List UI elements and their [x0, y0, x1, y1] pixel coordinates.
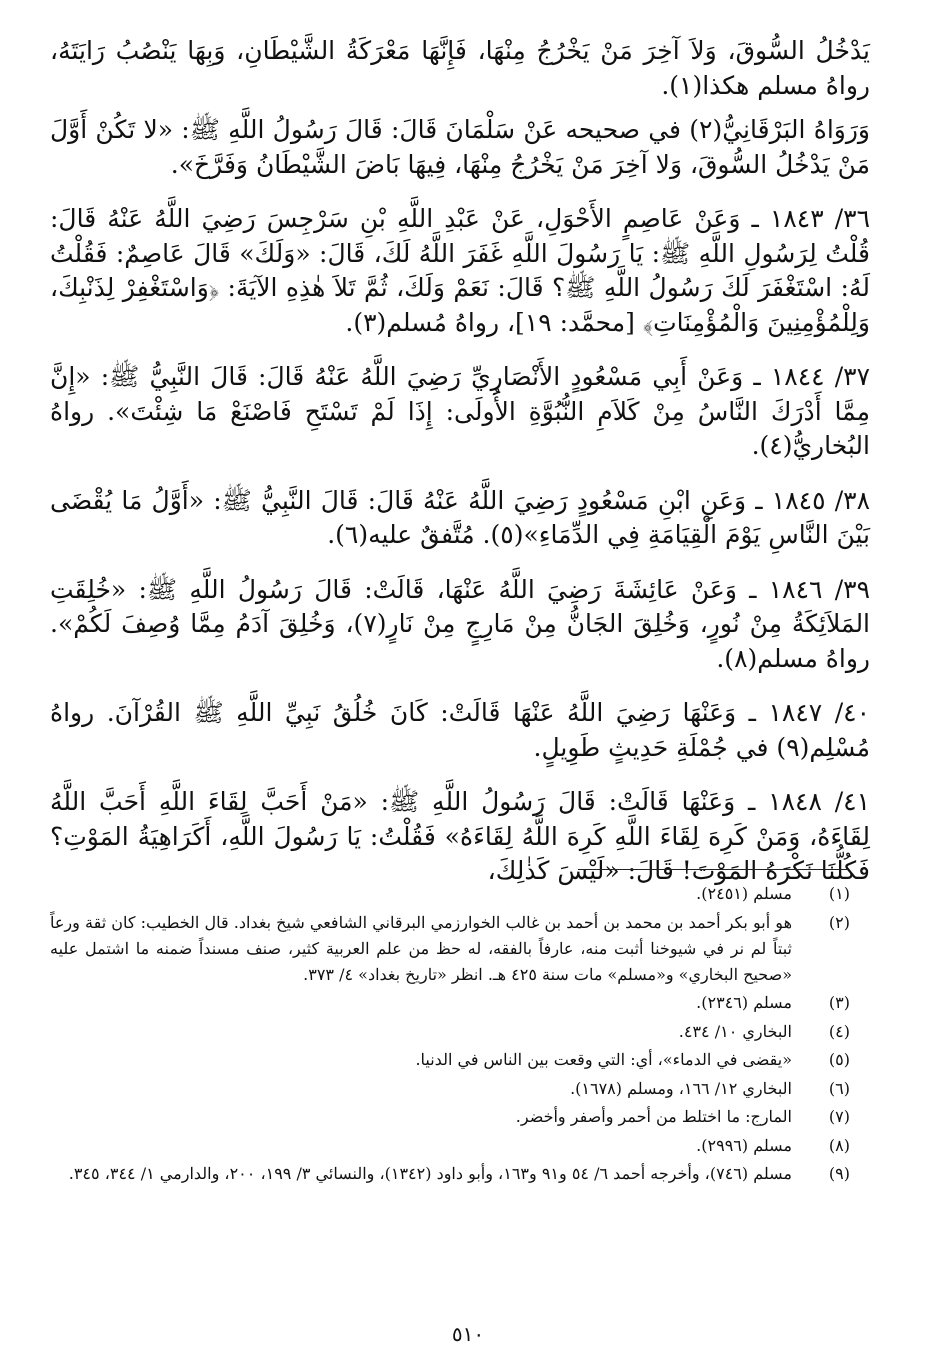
footnote-text: مسلم (٢٩٩٦). [696, 1135, 792, 1155]
footnote-text: المارج: ما اختلط من أحمر وأصفر وأخضر. [515, 1107, 792, 1126]
footnote-item [50, 910, 850, 988]
page-number: ٥١٠ [451, 1322, 485, 1346]
paragraph-continuation: يَدْخُلُ السُّوقَ، وَلاَ آخِرَ مَنْ يَخْرُجُ مِنْهَا، فَإِنَّهَا مَعْرَكَةُ الشَّيْطَانِ، وَبِهَا يَنْصُبُ رَايَتَهُ، رواهُ مسلم هكذا(١). [50, 36, 870, 100]
footnote-number: (٣) [828, 993, 850, 1012]
footnote-item [50, 1076, 850, 1102]
footnote-number: (٨) [828, 1135, 850, 1155]
paragraph-barqani: وَرَوَاهُ البَرْقَانِيُّ(٢) في صحيحه عَنْ سَلْمَانَ قَالَ: قَالَ رَسُولُ اللَّهِ ﷺ: «لا تَكُنْ أَوَّلَ مَنْ يَدْخُلُ السُّوقَ، وَلا آخِرَ مَنْ يَخْرُجُ مِنْهَا، فِيهَا بَاضَ الشَّيْطَانُ وَفَرَّخَ». [50, 115, 870, 179]
footnote-item [50, 881, 850, 907]
hadith-1848: ٤١/ ١٨٤٨ ـ وَعَنْهَا قَالَتْ: قَالَ رَسُولُ اللَّهِ ﷺ: «مَنْ أَحَبَّ لِقَاءَ اللَّهِ أَحَبَّ اللَّهُ لِقَاءَهُ، وَمَنْ كَرِهَ لِقَاءَ اللَّهِ كَرِهَ اللَّهُ لِقَاءَهُ» فَقُلْتُ: يَا رَسُولَ اللَّهِ، أَكَرَاهِيَةُ المَوْتِ؟ فَكُلُّنَا نَكْرَهُ المَوْتَ! قَالَ: «لَيْسَ كَذٰلِكَ، [50, 787, 870, 885]
main-text [50, 34, 870, 889]
footnote-text: مسلم (٢٤٥١). [696, 884, 792, 903]
hadith-1845: ٣٨/ ١٨٤٥ ـ وَعَنِ ابْنِ مَسْعُودٍ رَضِيَ اللَّهُ عَنْهُ قَالَ: قَالَ النَّبِيُّ ﷺ: «أَوَّلُ مَا يُقْضَى بَيْنَ النَّاسِ يَوْمَ الْقِيَامَةِ فِي الدِّمَاءِ»(٥). مُتَّفقٌ عليه(٦). [50, 485, 871, 549]
footnote-text: هو أبو بكر أحمد بن محمد بن أحمد بن غالب الخوارزمي البرقاني الشافعي شيخ بغداد. قال الخطيب: كان ثقة ورعاً ثبتاً لم نر في شيوخنا أثبت منه، عارفاً بالفقه، له حظ من علم العربية كثير، صنف مسنداً ضمنه ما اشتمل عليه «صحيح البخاري» و«مسلم» مات سنة ٤٢٥ هـ. انظر «تاريخ بغداد» ٤/ ٣٧٣. [50, 912, 793, 984]
footnote-number: (٦) [828, 1078, 850, 1098]
footnote-text: مسلم (٧٤٦)، وأخرجه أحمد ٦/ ٥٤ و٩١ و١٦٣، وأبو داود (١٣٤٢)، والنسائي ٣/ ١٩٩، ٢٠٠، والدارمي ١/ ٣٤٤، ٣٤٥. [68, 1164, 792, 1183]
hadith-1844: ٣٧/ ١٨٤٤ ـ وَعَنْ أَبِي مَسْعُودٍ الأَنْصَارِيِّ رَضِيَ اللَّهُ عَنْهُ قَالَ: قَالَ النَّبِيُّ ﷺ: «إِنَّ مِمَّا أَدْرَكَ النَّاسُ مِنْ كَلاَمِ النُّبُوَّةِ الأُولَى: إِذَا لَمْ تَسْتَحِ فَاصْنَعْ مَا شِئْتَ». رواهُ البُخاريُّ(٤). [50, 362, 870, 460]
footnote-number: (٧) [828, 1107, 850, 1126]
footnote-number: (٤) [828, 1021, 850, 1041]
footnote-item [50, 1133, 850, 1159]
footnote-number: (٥) [828, 1050, 850, 1069]
hadith-1843: ٣٦/ ١٨٤٣ ـ وَعَنْ عَاصِمٍ الأَحْوَلِ، عَنْ عَبْدِ اللَّهِ بْنِ سَرْجِسَ رَضِيَ اللَّهُ عَنْهُ قَالَ: قُلْتُ لِرَسُولِ اللَّهِ ﷺ: يَا رَسُولَ اللَّهِ غَفَرَ اللَّهُ لَكَ، قَالَ: «وَلَكَ» قَالَ عَاصِمٌ: فَقُلْتُ لَهُ: اسْتَغْفَرَ لَكَ رَسُولُ اللَّهِ ﷺ؟ قَالَ: نَعَمْ وَلَكَ، ثُمَّ تَلاَ هٰذِهِ الآيَةَ: ﴿وَاسْتَغْفِرْ لِذَنْبِكَ، وَلِلْمُؤْمِنِينَ وَالْمُؤْمِنَاتِ﴾ [محمَّد: ١٩]، رواهُ مُسلم(٣). [50, 204, 870, 337]
footnote-number: (٩) [828, 1164, 850, 1183]
hadith-1847: ٤٠/ ١٨٤٧ ـ وَعَنْهَا رَضِيَ اللَّهُ عَنْهَا قَالَتْ: كَانَ خُلُقُ نَبِيِّ اللَّهِ ﷺ القُرْآنَ. رواهُ مُسْلِم(٩) في جُمْلَةِ حَدِيثٍ طَوِيلٍ. [50, 698, 870, 762]
footnote-text: البخاري ١٠/ ٤٣٤. [678, 1021, 792, 1041]
footnotes [50, 881, 850, 1190]
footnote-text: «يقضى في الدماء»، أي: التي وقعت بين الناس في الدنيا. [415, 1050, 792, 1069]
footnote-text: البخاري ١٢/ ١٦٦، ومسلم (١٦٧٨). [570, 1078, 792, 1098]
page-body [50, 34, 870, 889]
footnote-item [50, 1161, 850, 1187]
footnote-text: مسلم (٢٣٤٦). [696, 993, 792, 1012]
hadith-1846: ٣٩/ ١٨٤٦ ـ وَعَنْ عَائِشَةَ رَضِيَ اللَّهُ عَنْهَا، قَالَتْ: قَالَ رَسُولُ اللَّهِ ﷺ: «خُلِقَتِ المَلاَئِكَةُ مِنْ نُورٍ، وَخُلِقَ الجَانُّ مِنْ مَارِجٍ مِنْ نَارٍ(٧)، وَخُلِقَ آدَمُ مِمَّا وُصِفَ لَكُمْ». رواهُ مسلم(٨). [50, 574, 871, 673]
footnote-divider [578, 869, 848, 870]
footnote-number: (١) [828, 884, 850, 903]
footnote-number: (٢) [828, 912, 850, 932]
footnote-item [50, 1019, 850, 1045]
footnote-item [50, 990, 850, 1016]
footnote-item [50, 1104, 850, 1130]
footnote-item [50, 1047, 850, 1073]
